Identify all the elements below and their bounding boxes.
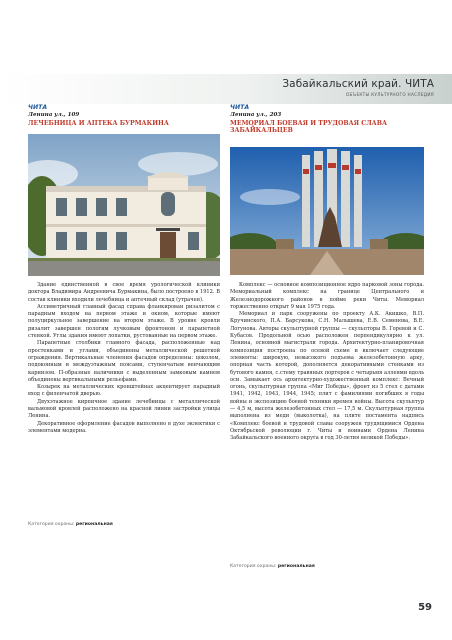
building-photo: [28, 134, 220, 276]
category-label: Категория охраны:: [28, 522, 75, 527]
article-title: МЕМОРИАЛ БОЕВАЯ И ТРУДОВАЯ СЛАВА ЗАБАЙКАЛЬЦЕВ: [230, 119, 387, 135]
left-article-heading: [28, 104, 218, 127]
left-protection-category: [28, 522, 113, 527]
category-value: региональная: [75, 522, 113, 527]
paragraph: Козырек на металлических кронштейнах акцентирует парадный вход с филенчатой дверью.: [28, 384, 220, 398]
paragraph: Парапетные столбики главного фасада, расположенные над простенками и углами, объединены металлической решеткой ограждения. Вертикальные членения фасадов определены: цоколем, подоконным и междуэтажным поясами, ступенчатым венчающим карнизом. П-образные наличники с выделенным замковым камнем объединены вертикальными рельефами.: [28, 340, 220, 383]
address-label: Ленина ул., 203: [230, 112, 282, 118]
page-number: 59: [418, 602, 432, 613]
paragraph: Двухэтажное кирпичное здание лечебницы с металлической вальмовой кровлей расположено на красной линии застройки улицы Ленина.: [28, 398, 220, 420]
city-label: ЧИТА: [28, 104, 48, 111]
right-protection-category: [230, 564, 315, 569]
memorial-photo: [230, 147, 424, 275]
category-label: Категория охраны:: [230, 564, 277, 569]
paragraph: Здание единственной в свое время урологической клиники доктора Владимира Андреевича Бурмакина, было построено в 1912. В состав клиники входили лечебница и аптечный склад (утрачен).: [28, 282, 220, 303]
city-label: ЧИТА: [230, 104, 250, 111]
category-value: региональная: [277, 564, 315, 569]
paragraph: Декоративное оформление фасадов выполнено в духе эклектики с элементами модерна.: [28, 420, 220, 434]
left-article-body: [28, 282, 220, 435]
paragraph: Мемориал и парк сооружены по проекту А.К. Акишко, В.П. Кручинского, П.А. Барсукова, С.Н. Малышева, Е.В. Семенова, В.Е. Логунова. Авторы скульптурной группы — скульпторы В. Горевой и С. Кубасов. Продольной осью расположен перпендикулярно к ул. Ленина, основной магистрали города. Архитектурно-планировочная композиция построена по осевой схеме и включает следующие элементы: широкую, невысокого подъема железобетонную арку, опорная часть которой, дополняется декоративными стенками из бутового камня, с.стему травяных портеров с четырьмя аллеями вдоль оси. Замыкает ось архитектурно-художественный комплекс: Вечный огонь, скульптурная группа «Миг Победы», фронт из 5 стел с датами 1941, 1942, 1943, 1944, 1945; плит с фамилиями погибших в годы войны и экспозицию боевой техники времен войны. Высота скульптур — 4,5 м, высота железобетонных стел — 17,5 м. Скульптурная группа выполнена из меди (выколотка), на плите постамента надпись «Комплекс боевой и трудовой славы сооружен трудящимися Ордена Октябрьской революции г. Читы и воинами Ордена Ленина Забайкальского военного округа в год 30-летия великой Победы».: [230, 311, 424, 442]
right-article-body: [230, 282, 424, 443]
address-label: Ленина ул., 109: [28, 112, 80, 118]
article-title: ЛЕЧЕБНИЦА И АПТЕКА БУРМАКИНА: [28, 119, 169, 127]
paragraph: Комплекс — основное композиционное ядро парковой зоны города. Мемориальный комплекс на границе Центрального и Железнодорожного районов в пойме реки Читы. Мемориал торжественно открыт 9 мая 1975 года.: [230, 282, 424, 310]
right-article-heading: [230, 104, 420, 135]
page-header-subtitle: ОБЪЕКТЫ КУЛЬТУРНОГО НАСЛЕДИЯ: [345, 92, 434, 97]
paragraph: Ассиметричный главный фасад справа фланкирован ризалитом с парадным входом на первом этаже и окном, которые имеют полуциркульное завершение на втором этаже. В уровне кровли ризалит завершен пологим лучковым фронтоном и парапетной стенкой. Углы здания имеют лопатки, рустованные на первом этаже.: [28, 303, 220, 340]
page-header-title: Забайкальский край. ЧИТА: [282, 78, 434, 90]
